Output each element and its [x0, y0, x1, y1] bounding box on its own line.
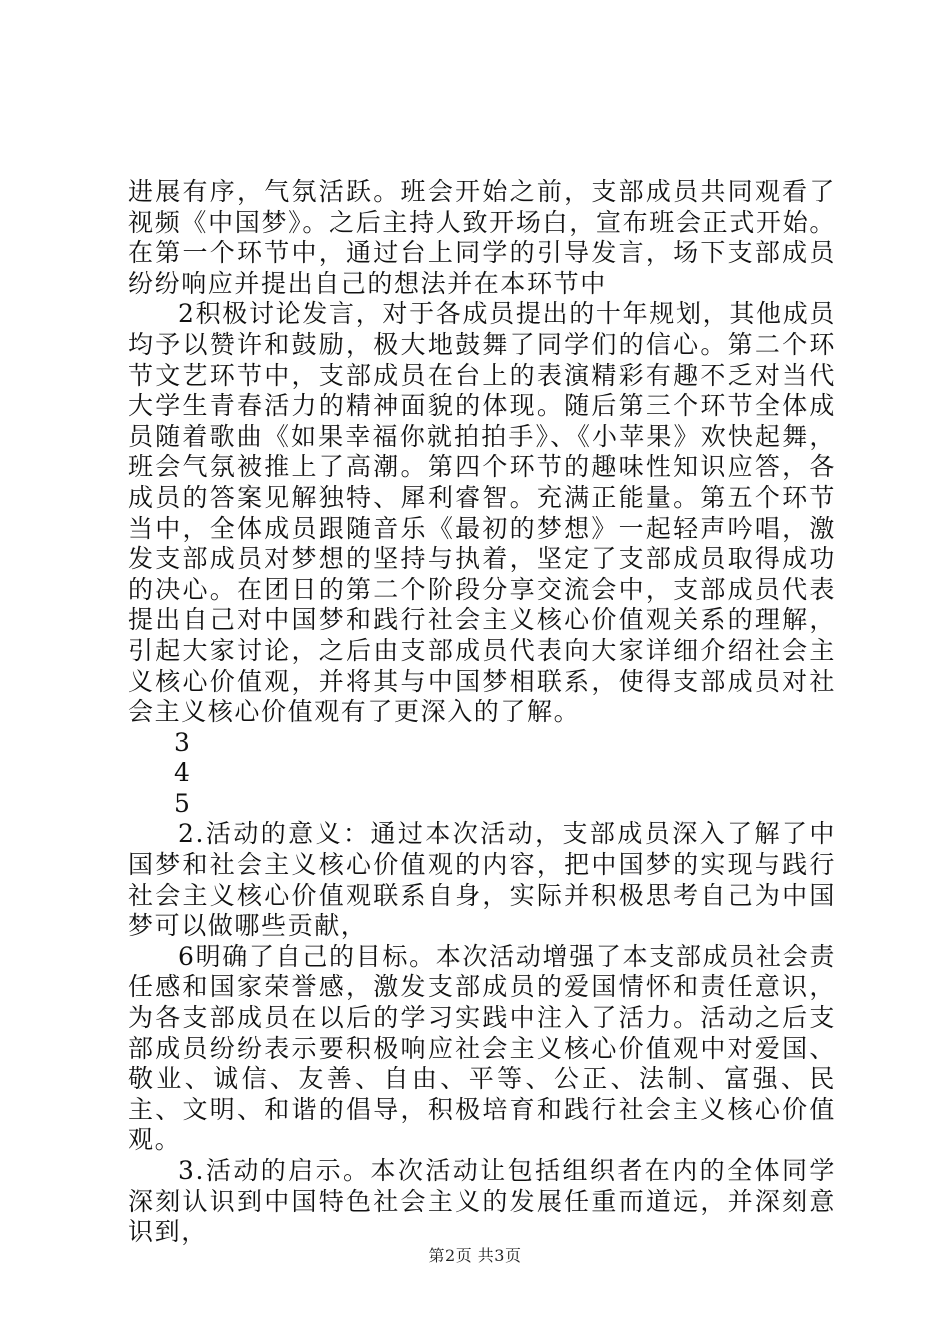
document-body — [128, 177, 836, 1248]
paragraph-goals: 6明确了自己的目标。本次活动增强了本支部成员社会责任感和国家荣誉感，激发支部成员的爱国情怀和责任意识，为各支部成员在以后的学习实践中注入了活力。活动之后支部成员纷纷表示要积极响应社会主义核心价值观中对爱国、敬业、诚信、友善、自由、平等、公正、法制、富强、民主、文明、和谐的倡导，积极培育和践行社会主义核心价值观。 — [128, 941, 836, 1155]
paragraph-significance: 2.活动的意义：通过本次活动，支部成员深入了解了中国梦和社会主义核心价值观的内容，把中国梦的实现与践行社会主义核心价值观联系自身，实际并积极思考自己为中国梦可以做哪些贡献， — [128, 819, 836, 941]
paragraph-continuation: 进展有序，气氛活跃。班会开始之前，支部成员共同观看了视频《中国梦》。之后主持人致开场白，宣布班会正式开始。在第一个环节中，通过台上同学的引导发言，场下支部成员纷纷响应并提出自己的想法并在本环节中 — [128, 177, 836, 298]
page-footer: 第2页 共3页 — [428, 1246, 522, 1265]
paragraph-inspiration: 3.活动的启示。本次活动让包括组织者在内的全体同学深刻认识到中国特色社会主义的发展任重而道远，并深刻意识到， — [128, 1156, 836, 1247]
page-number-marker-4: 4 — [174, 758, 192, 788]
paragraph-discussion: 2积极讨论发言，对于各成员提出的十年规划，其他成员均予以赞许和鼓励，极大地鼓舞了同学们的信心。第二个环节文艺环节中，支部成员在台上的表演精彩有趣不乏对当代大学生青春活力的精神面貌的体现。随后第三个环节全体成员随着歌曲《如果幸福你就拍拍手》、《小苹果》欢快起舞，班会气氛被推上了高潮。第四个环节的趣味性知识应答，各成员的答案见解独特、犀利睿智。充满正能量。第五个环节当中，全体成员跟随音乐《最初的梦想》一起轻声吟唱，激发支部成员对梦想的坚持与执着，坚定了支部成员取得成功的决心。在团日的第二个阶段分享交流会中，支部成员代表提出自己对中国梦和践行社会主义核心价值观关系的理解，引起大家讨论，之后由支部成员代表向大家详细介绍社会主义核心价值观，并将其与中国梦相联系，使得支部成员对社会主义核心价值观有了更深入的了解。 — [128, 299, 836, 727]
page-number-marker-3: 3 — [174, 727, 192, 757]
page-number-marker-5: 5 — [174, 788, 192, 818]
